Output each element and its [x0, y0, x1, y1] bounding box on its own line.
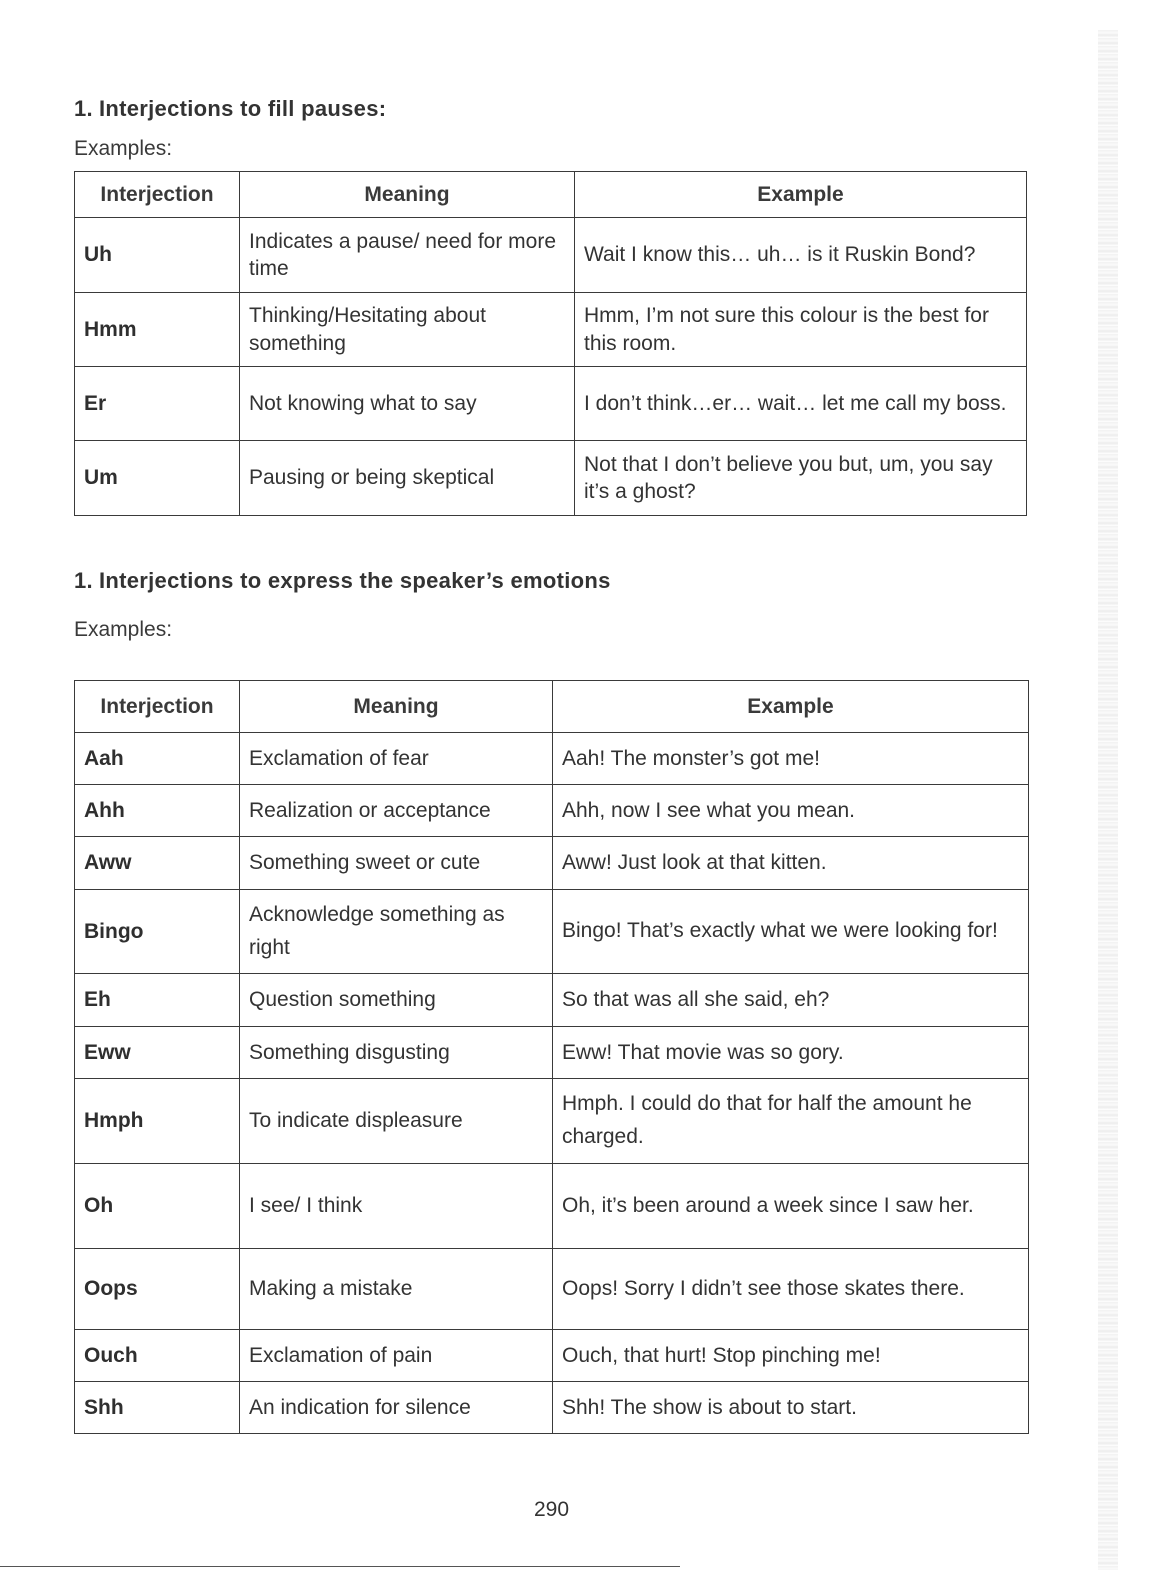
- example-cell: Oh, it’s been around a week since I saw her.: [553, 1164, 1029, 1249]
- emotions-table: [74, 680, 1029, 1434]
- interjection-cell: Bingo: [75, 890, 240, 974]
- interjection-cell: Eww: [75, 1027, 240, 1079]
- scan-edge-artifact: [1098, 30, 1118, 1570]
- bottom-rule: [0, 1566, 680, 1567]
- table-row: [75, 733, 1029, 785]
- table-header-row: [75, 172, 1027, 218]
- example-cell: Ouch, that hurt! Stop pinching me!: [553, 1330, 1029, 1382]
- example-cell: Bingo! That’s exactly what we were looking for!: [553, 890, 1029, 974]
- interjection-cell: Uh: [75, 218, 240, 293]
- meaning-cell: Exclamation of fear: [240, 733, 553, 785]
- column-header-interjection: Interjection: [75, 172, 240, 218]
- table-row: [75, 367, 1027, 441]
- meaning-cell: Making a mistake: [240, 1249, 553, 1330]
- column-header-example: Example: [575, 172, 1027, 218]
- meaning-cell: Exclamation of pain: [240, 1330, 553, 1382]
- example-cell: Eww! That movie was so gory.: [553, 1027, 1029, 1079]
- table-row: [75, 1164, 1029, 1249]
- interjection-cell: Hmph: [75, 1079, 240, 1164]
- table-row: [75, 1079, 1029, 1164]
- example-cell: Oops! Sorry I didn’t see those skates there.: [553, 1249, 1029, 1330]
- meaning-cell: Indicates a pause/ need for more time: [240, 218, 575, 293]
- meaning-cell: Acknowledge something as right: [240, 890, 553, 974]
- interjection-cell: Ouch: [75, 1330, 240, 1382]
- meaning-cell: An indication for silence: [240, 1382, 553, 1434]
- section-2-heading: [74, 568, 611, 594]
- example-cell: Ahh, now I see what you mean.: [553, 785, 1029, 837]
- meaning-cell: Thinking/Hesitating about something: [240, 293, 575, 367]
- example-cell: Wait I know this… uh… is it Ruskin Bond?: [575, 218, 1027, 293]
- interjection-cell: Aww: [75, 837, 240, 890]
- pauses-table: [74, 171, 1027, 516]
- table-row: [75, 218, 1027, 293]
- interjection-cell: Eh: [75, 974, 240, 1027]
- meaning-cell: Question something: [240, 974, 553, 1027]
- example-cell: Aah! The monster’s got me!: [553, 733, 1029, 785]
- interjection-cell: Um: [75, 441, 240, 516]
- table-row: [75, 785, 1029, 837]
- table-row: [75, 837, 1029, 890]
- column-header-example: Example: [553, 681, 1029, 733]
- section-1-number: 1.: [74, 96, 93, 121]
- interjection-cell: Oops: [75, 1249, 240, 1330]
- interjection-cell: Er: [75, 367, 240, 441]
- section-1-title: Interjections to fill pauses:: [98, 96, 387, 121]
- meaning-cell: I see/ I think: [240, 1164, 553, 1249]
- table-row: [75, 1027, 1029, 1079]
- example-cell: Hmm, I’m not sure this colour is the best for this room.: [575, 293, 1027, 367]
- example-cell: So that was all she said, eh?: [553, 974, 1029, 1027]
- meaning-cell: Something disgusting: [240, 1027, 553, 1079]
- section-2-number: 1.: [74, 568, 93, 593]
- table-row: [75, 1249, 1029, 1330]
- interjection-cell: Ahh: [75, 785, 240, 837]
- meaning-cell: Pausing or being skeptical: [240, 441, 575, 516]
- table-row: [75, 1382, 1029, 1434]
- table-row: [75, 974, 1029, 1027]
- section-2-examples-label: Examples:: [74, 618, 173, 641]
- interjection-cell: Aah: [75, 733, 240, 785]
- table-row: [75, 441, 1027, 516]
- table-header-row: [75, 681, 1029, 733]
- example-cell: Not that I don’t believe you but, um, you say it’s a ghost?: [575, 441, 1027, 516]
- column-header-meaning: Meaning: [240, 172, 575, 218]
- meaning-cell: Something sweet or cute: [240, 837, 553, 890]
- meaning-cell: To indicate displeasure: [240, 1079, 553, 1164]
- section-1-examples-label: Examples:: [74, 137, 173, 160]
- example-cell: Shh! The show is about to start.: [553, 1382, 1029, 1434]
- column-header-interjection: Interjection: [75, 681, 240, 733]
- table-row: [75, 890, 1029, 974]
- section-2-title: Interjections to express the speaker’s emotions: [98, 568, 611, 593]
- example-cell: I don’t think…er… wait… let me call my boss.: [575, 367, 1027, 441]
- meaning-cell: Not knowing what to say: [240, 367, 575, 441]
- interjection-cell: Shh: [75, 1382, 240, 1434]
- table-row: [75, 1330, 1029, 1382]
- interjection-cell: Oh: [75, 1164, 240, 1249]
- meaning-cell: Realization or acceptance: [240, 785, 553, 837]
- example-cell: Aww! Just look at that kitten.: [553, 837, 1029, 890]
- section-1-heading: [74, 96, 386, 122]
- page-number: 290: [533, 1498, 570, 1521]
- column-header-meaning: Meaning: [240, 681, 553, 733]
- example-cell: Hmph. I could do that for half the amount he charged.: [553, 1079, 1029, 1164]
- interjection-cell: Hmm: [75, 293, 240, 367]
- table-row: [75, 293, 1027, 367]
